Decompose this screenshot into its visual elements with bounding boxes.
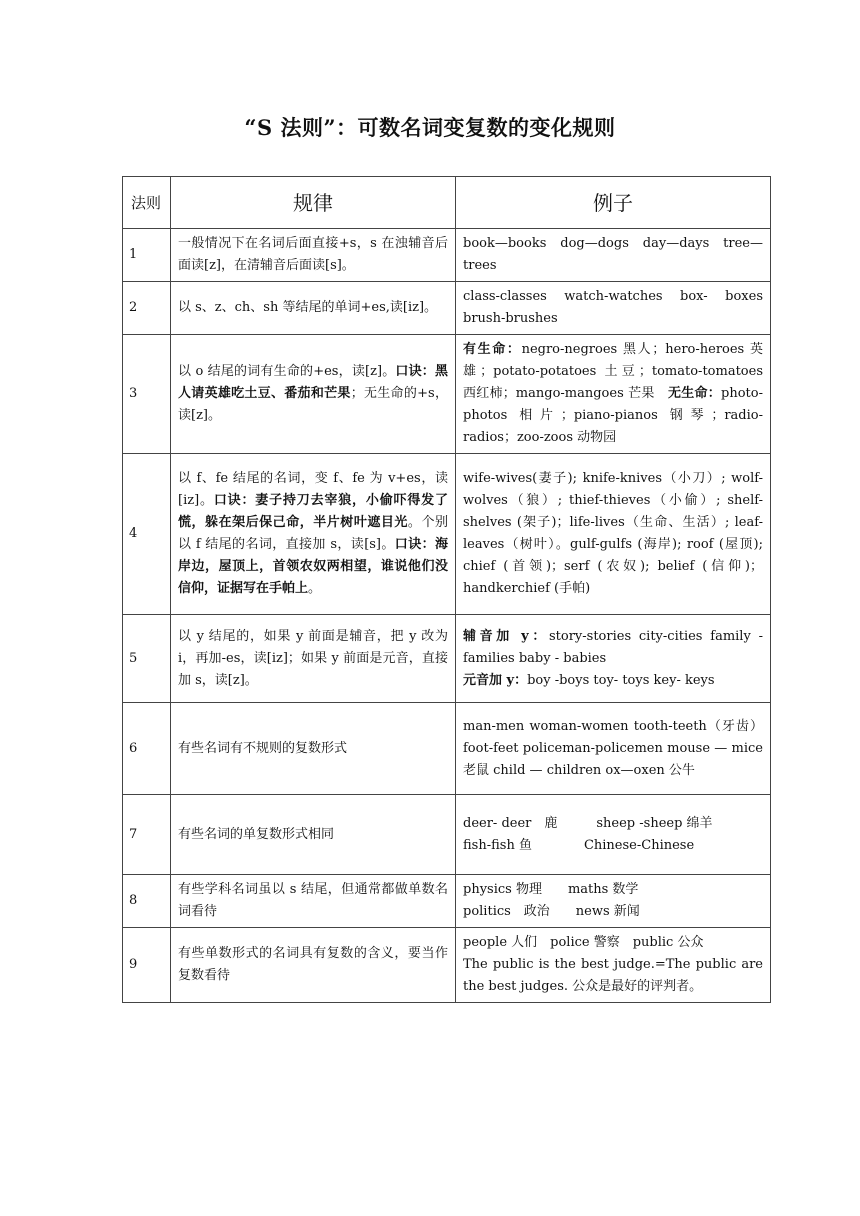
rule-number: 8 [123, 875, 171, 928]
mnemonic-text: 口诀：海岸边，屋顶上，首领农奴两相望，谁说他们没信仰，证据写在手帕上 [178, 537, 448, 596]
rule-text: 有些名词的单复数形式相同 [171, 795, 456, 875]
rule-text [171, 454, 456, 615]
example-text: wife-wives(妻子); knife-knives（小刀）; wolf-wolves（狼）; thief-thieves（小偷）; shelf-shelves (架子)；life-lives（生命、生活）; leaf-leaves（树叶）。gulf-gulfs (海岸); roof (屋顶); chief (首领)；serf (农奴); belief (信仰)；handkerchief (手帕) [456, 454, 771, 615]
table-row [123, 928, 771, 1003]
example-part: photo-photos 相片；piano-pianos 钢琴；radio-radios；zoo-zoos 动物园 [463, 386, 763, 445]
rule-text-part: 。个别以 f 结尾的名词，直接加 s，读[s]。 [178, 515, 448, 552]
example-line: physics 物理 maths 数学 [463, 882, 639, 897]
example-line: people 人们 police 警察 public 公众 [463, 935, 704, 950]
rules-table [122, 176, 771, 1003]
table-row [123, 335, 771, 454]
rule-text: 有些名词有不规则的复数形式 [171, 703, 456, 795]
rule-text: 以 s、z、ch、sh 等结尾的单词+es,读[iz]。 [171, 282, 456, 335]
rule-number: 2 [123, 282, 171, 335]
example-part: negro-negroes 黑人；hero-heroes 英雄；potato-potatoes 土豆；tomato-tomatoes 西红柿；mango-mangoes 芒果 [463, 342, 763, 401]
example-line: deer- deer 鹿 sheep -sheep 绵羊 [463, 815, 713, 831]
example-part: boy -boys toy- toys key- keys [527, 672, 715, 688]
rule-text: 有些单数形式的名词具有复数的含义，要当作复数看待 [171, 928, 456, 1003]
example-label: 元音加 y： [463, 672, 528, 688]
example-label: 无生命： [667, 386, 722, 401]
header-num: 法则 [123, 177, 171, 229]
example-label: 有生命： [463, 342, 522, 357]
table-row [123, 229, 771, 282]
rule-text-part: ；无生命的+s，读[z]。 [178, 386, 448, 423]
rule-number: 9 [123, 928, 171, 1003]
rule-text-part: 。 [308, 581, 322, 596]
example-text [456, 928, 771, 1003]
rule-number: 4 [123, 454, 171, 615]
rule-text [171, 335, 456, 454]
example-text: class-classes watch-watches box- boxes brush-brushes [456, 282, 771, 335]
rule-text-part: 以 f、fe 结尾的名词，变 f、fe 为 v+es，读[iz]。 [178, 471, 448, 508]
rule-text: 有些学科名词虽以 s 结尾，但通常都做单数名词看待 [171, 875, 456, 928]
example-text: book—books dog—dogs day—days tree—trees [456, 229, 771, 282]
example-text: man-men woman-women tooth-teeth（牙齿） foot-feet policeman-policemen mouse — mice 老鼠 child — children ox—oxen 公牛 [456, 703, 771, 795]
page-title: “S 法则”：可数名词变复数的变化规则 [244, 115, 616, 140]
example-line: politics 政治 news 新闻 [463, 904, 640, 919]
example-line: The public is the best judge.=The public are the best judges. 公众是最好的评判者。 [463, 957, 763, 994]
mnemonic-text: 口诀：黑人请英雄吃土豆、番茄和芒果 [178, 364, 448, 401]
rule-text: 以 y 结尾的，如果 y 前面是辅音，把 y 改为 i，再加-es，读[iz]；如果 y 前面是元音，直接加 s，读[z]。 [171, 615, 456, 703]
table-row [123, 703, 771, 795]
rule-number: 7 [123, 795, 171, 875]
rule-number: 5 [123, 615, 171, 703]
table-row [123, 875, 771, 928]
example-line: fish-fish 鱼 Chinese-Chinese [463, 837, 695, 853]
rule-number: 1 [123, 229, 171, 282]
example-text [456, 795, 771, 875]
header-example: 例子 [456, 177, 771, 229]
table-row [123, 454, 771, 615]
example-text [456, 615, 771, 703]
mnemonic-text: 口诀：妻子持刀去宰狼，小偷吓得发了慌，躲在架后保己命，半片树叶遮目光 [178, 493, 448, 530]
header-rule: 规律 [171, 177, 456, 229]
example-part: story-stories city-cities family -families baby - babies [463, 628, 763, 666]
rule-text-part: 以 o 结尾的词有生命的+es，读[z]。 [178, 364, 396, 379]
table-row [123, 615, 771, 703]
rule-text: 一般情况下在名词后面直接+s，s 在浊辅音后面读[z]，在清辅音后面读[s]。 [171, 229, 456, 282]
table-row [123, 282, 771, 335]
table-row [123, 795, 771, 875]
example-label: 辅音加 y： [463, 628, 549, 644]
rule-number: 6 [123, 703, 171, 795]
rule-number: 3 [123, 335, 171, 454]
example-text [456, 335, 771, 454]
table-header-row [123, 177, 771, 229]
example-text [456, 875, 771, 928]
